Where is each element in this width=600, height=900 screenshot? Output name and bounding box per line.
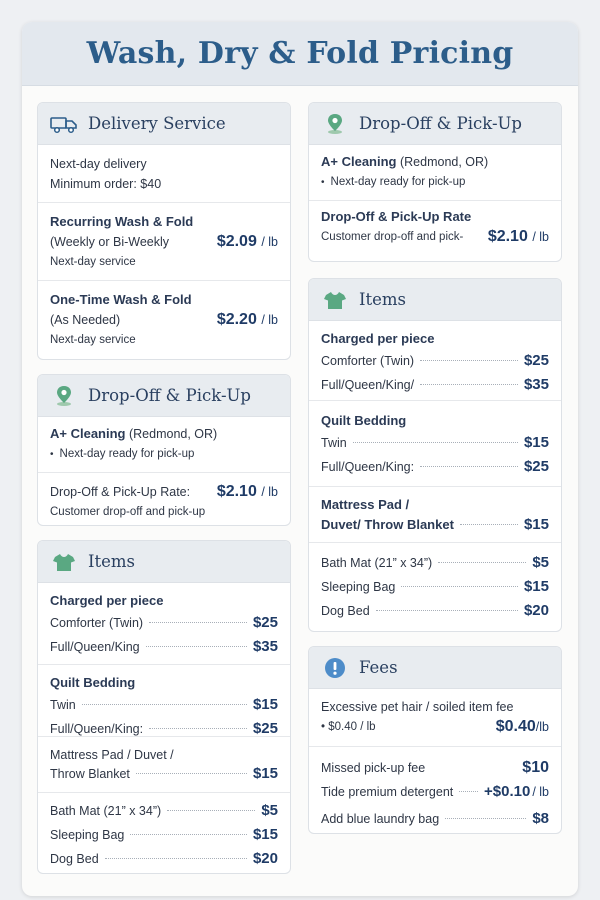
dropoff-card-left	[37, 374, 291, 526]
price-line: Full/Queen/King $35	[50, 638, 278, 655]
fee-price: $0.40/lb	[495, 718, 549, 735]
dropoff-bullet: • Next-day ready for pick-up	[321, 172, 549, 193]
items-mattress: Mattress Pad / Duvet/ Throw Blanket $15	[309, 487, 561, 543]
items-title: Items	[359, 290, 407, 309]
dropoff-header	[309, 103, 561, 145]
location-city: (Redmond, OR)	[399, 155, 489, 169]
group-title: Quilt Bedding	[50, 675, 136, 690]
items-card-right	[308, 278, 562, 632]
delivery-title: Delivery Service	[88, 114, 226, 133]
price-line: Bath Mat (21” x 34”) $5	[321, 554, 549, 571]
plan-note: Next-day service	[50, 334, 136, 346]
left-column	[37, 102, 291, 888]
plan-onetime	[38, 281, 290, 359]
dropoff-title: Drop-Off & Pick-Up	[359, 114, 522, 133]
rate-label: Drop-Off & Pick-Up Rate	[321, 209, 472, 224]
dropoff-card-right	[308, 102, 562, 262]
fee-label: Excessive pet hair / soiled item fee	[321, 700, 514, 714]
plan-price: $2.20 / lb	[216, 311, 278, 328]
location-city: (Redmond, OR)	[128, 427, 218, 441]
items-group-per-piece	[38, 583, 290, 665]
price-line: Twin $15	[321, 434, 549, 451]
items-header	[309, 279, 561, 321]
dropoff-rate	[38, 473, 290, 526]
price-line: Full/Queen/King: $25	[50, 720, 278, 737]
location-name: A+ Cleaning	[50, 426, 126, 441]
delivery-intro-line: Next-day delivery	[50, 157, 147, 171]
price-line: Duvet/ Throw Blanket $15	[321, 516, 549, 533]
items-title: Items	[88, 552, 136, 571]
price-line: Twin $15	[50, 696, 278, 713]
dropoff-title: Drop-Off & Pick-Up	[88, 386, 251, 405]
items-header	[38, 541, 290, 583]
group-title: Quilt Bedding	[321, 413, 407, 428]
delivery-intro-line: Minimum order: $40	[50, 177, 162, 191]
fees-title: Fees	[359, 658, 398, 677]
price-line: Bath Mat (21” x 34”) $5	[50, 802, 278, 819]
map-pin-icon	[50, 385, 78, 407]
fee-bag: Add blue laundry bag $8	[321, 810, 549, 827]
group-title: Charged per piece	[321, 331, 435, 346]
page-title: Wash, Dry & Fold Pricing	[86, 36, 514, 71]
price-line: Comforter (Twin) $25	[50, 614, 278, 631]
delivery-intro	[38, 145, 290, 203]
items-group-per-piece	[309, 321, 561, 401]
rate-label: Drop-Off & Pick-Up Rate:	[50, 485, 191, 499]
price-line: Comforter (Twin) $25	[321, 352, 549, 369]
fee-missed: Missed pick-up fee $10	[321, 759, 549, 776]
items-card-left	[37, 540, 291, 874]
items-group-quilt	[309, 401, 561, 487]
price-line: Full/Queen/King: $25	[321, 458, 549, 475]
dropoff-location	[38, 417, 290, 473]
rate-price: $2.10 / lb	[487, 228, 549, 245]
dropoff-location	[309, 145, 561, 201]
tshirt-icon	[321, 289, 349, 311]
plan-sub: (Weekly or Bi-Weekly	[50, 234, 170, 249]
items-group-other	[38, 793, 290, 874]
tshirt-icon	[50, 551, 78, 573]
dropoff-rate	[309, 201, 561, 255]
fee-list	[309, 747, 561, 834]
fee-sub: • $0.40 / lb	[321, 721, 376, 733]
price-line: Throw Blanket $15	[50, 765, 278, 782]
plan-name: Recurring Wash & Fold	[50, 213, 194, 229]
pricing-sheet	[22, 22, 578, 896]
alert-icon	[321, 657, 349, 679]
delivery-header	[38, 103, 290, 145]
fee-tide: Tide premium detergent +$0.10 / lb	[321, 783, 549, 800]
plan-price: $2.09 / lb	[216, 232, 278, 250]
items-group-other	[309, 543, 561, 631]
plan-note: Next-day service	[50, 255, 136, 268]
fee-pet-hair	[309, 689, 561, 747]
plan-recurring	[38, 203, 290, 281]
price-line: Dog Bed $20	[321, 602, 549, 619]
rate-price: $2.10 / lb	[216, 483, 278, 500]
right-column	[308, 102, 562, 848]
rate-note: Customer drop-off and pick-	[321, 231, 464, 243]
dropoff-bullet: • Next-day ready for pick-up	[50, 444, 278, 465]
plan-name: One-Time Wash & Fold	[50, 292, 192, 307]
title-banner	[22, 22, 578, 86]
map-pin-icon	[321, 113, 349, 135]
price-line: Sleeping Bag $15	[321, 578, 549, 595]
group-title: Charged per piece	[50, 593, 164, 608]
delivery-card	[37, 102, 291, 360]
fees-header	[309, 647, 561, 689]
plan-sub: (As Needed)	[50, 313, 121, 327]
items-mattress: Mattress Pad / Duvet / Throw Blanket $15	[38, 737, 290, 793]
rate-note: Customer drop-off and pick-up	[50, 506, 206, 518]
price-line: Dog Bed $20	[50, 850, 278, 867]
fees-card	[308, 646, 562, 834]
location-name: A+ Cleaning	[321, 154, 397, 169]
truck-icon	[50, 113, 78, 135]
dropoff-header	[38, 375, 290, 417]
price-line: Sleeping Bag $15	[50, 826, 278, 843]
items-group-quilt	[38, 665, 290, 737]
price-line: Full/Queen/King/ $35	[321, 376, 549, 393]
